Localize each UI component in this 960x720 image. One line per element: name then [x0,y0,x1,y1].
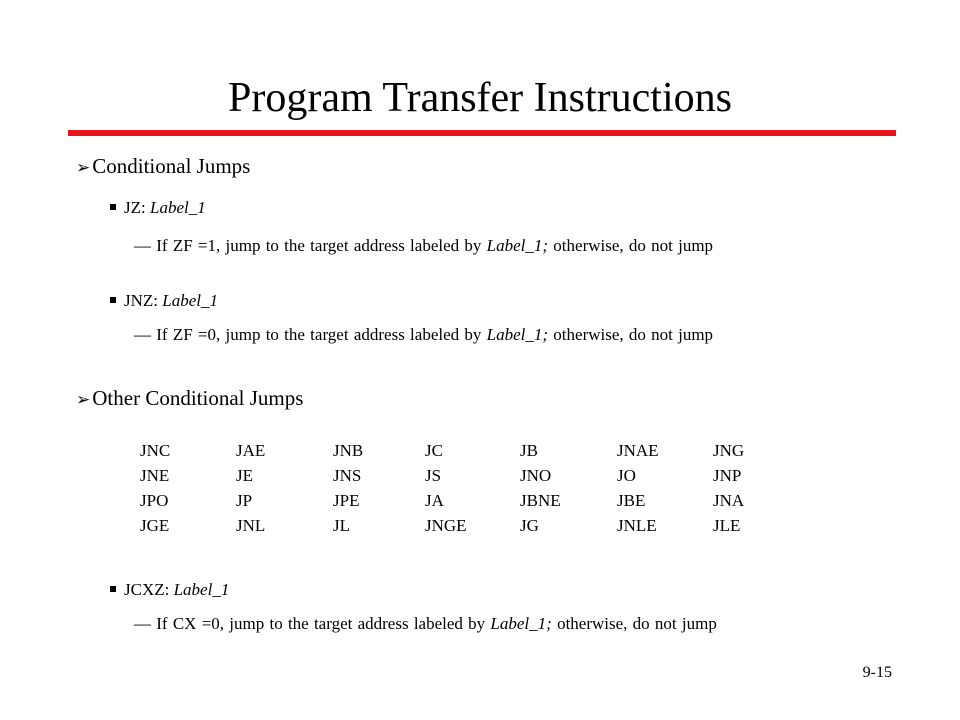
instruction-jz [110,197,206,219]
description-label: Label_1; [490,614,552,633]
jump-mnemonic-cell: JC [425,441,443,460]
jump-mnemonic-cell: JNGE [425,516,467,535]
jump-mnemonic-cell: JNL [236,516,266,535]
jump-mnemonic-cell: JL [333,516,350,535]
mnemonic: JNZ: [124,291,163,310]
jump-mnemonic-cell: JNG [713,441,745,460]
operand: Label_1 [162,291,218,310]
jump-mnemonic-cell: JNA [713,491,745,510]
section-heading-conditional-jumps [76,153,250,181]
jump-mnemonic-cell: JNLE [617,516,657,535]
right-arrow-bullet-icon: ➢ [76,390,91,409]
description-text: — If ZF =1, jump to the target address labeled by [134,236,487,255]
mnemonic: JZ: [124,198,150,217]
jump-mnemonic-cell: JNS [333,466,362,485]
square-bullet-icon [110,204,116,210]
description-text: otherwise, do not jump [551,614,717,633]
instruction-jnz-description [134,324,713,346]
jump-mnemonic-cell: JO [617,466,636,485]
jump-mnemonic-cell: JE [236,466,253,485]
section-heading-other-conditional-jumps [76,385,303,413]
jump-mnemonic-cell: JBNE [520,491,561,510]
description-label: Label_1; [486,236,549,255]
description-text: otherwise, do not jump [548,236,714,255]
jump-mnemonic-cell: JB [520,441,538,460]
jump-mnemonic-cell: JNB [333,441,364,460]
jump-mnemonic-cell: JG [520,516,539,535]
jump-mnemonic-cell: JNE [140,466,170,485]
operand: Label_1 [149,198,206,217]
title-underline-rule [68,130,896,136]
right-arrow-bullet-icon: ➢ [76,158,91,177]
jump-mnemonic-cell: JBE [617,491,646,510]
jump-mnemonic-cell: JLE [713,516,741,535]
instruction-jnz [110,290,218,312]
jump-mnemonic-cell: JNAE [617,441,659,460]
section-heading-label: Conditional Jumps [92,154,251,178]
jump-mnemonic-cell: JA [425,491,444,510]
instruction-jcxz-description [134,613,717,635]
description-text: — If ZF =0, jump to the target address labeled by [134,325,487,344]
page-number: 9-15 [862,664,892,681]
jump-mnemonic-cell: JAE [236,441,266,460]
jump-mnemonic-cell: JNO [520,466,552,485]
operand: Label_1 [173,580,230,599]
square-bullet-icon [110,586,116,592]
jump-mnemonic-cell: JS [425,466,442,485]
instruction-jz-description [134,235,713,257]
description-label: Label_1; [486,325,549,344]
instruction-jcxz [110,579,229,601]
mnemonic: JCXZ: [124,580,174,599]
square-bullet-icon [110,297,116,303]
section-heading-label: Other Conditional Jumps [92,386,304,410]
jump-mnemonic-cell: JP [236,491,253,510]
slide-title: Program Transfer Instructions [228,75,732,121]
description-text: otherwise, do not jump [548,325,714,344]
jump-mnemonic-cell: JNP [713,466,742,485]
jump-mnemonic-cell: JGE [140,516,170,535]
jump-mnemonic-cell: JPO [140,491,169,510]
jump-mnemonic-cell: JNC [140,441,171,460]
jump-mnemonic-cell: JPE [333,491,360,510]
description-text: — If CX =0, jump to the target address labeled by [134,614,491,633]
